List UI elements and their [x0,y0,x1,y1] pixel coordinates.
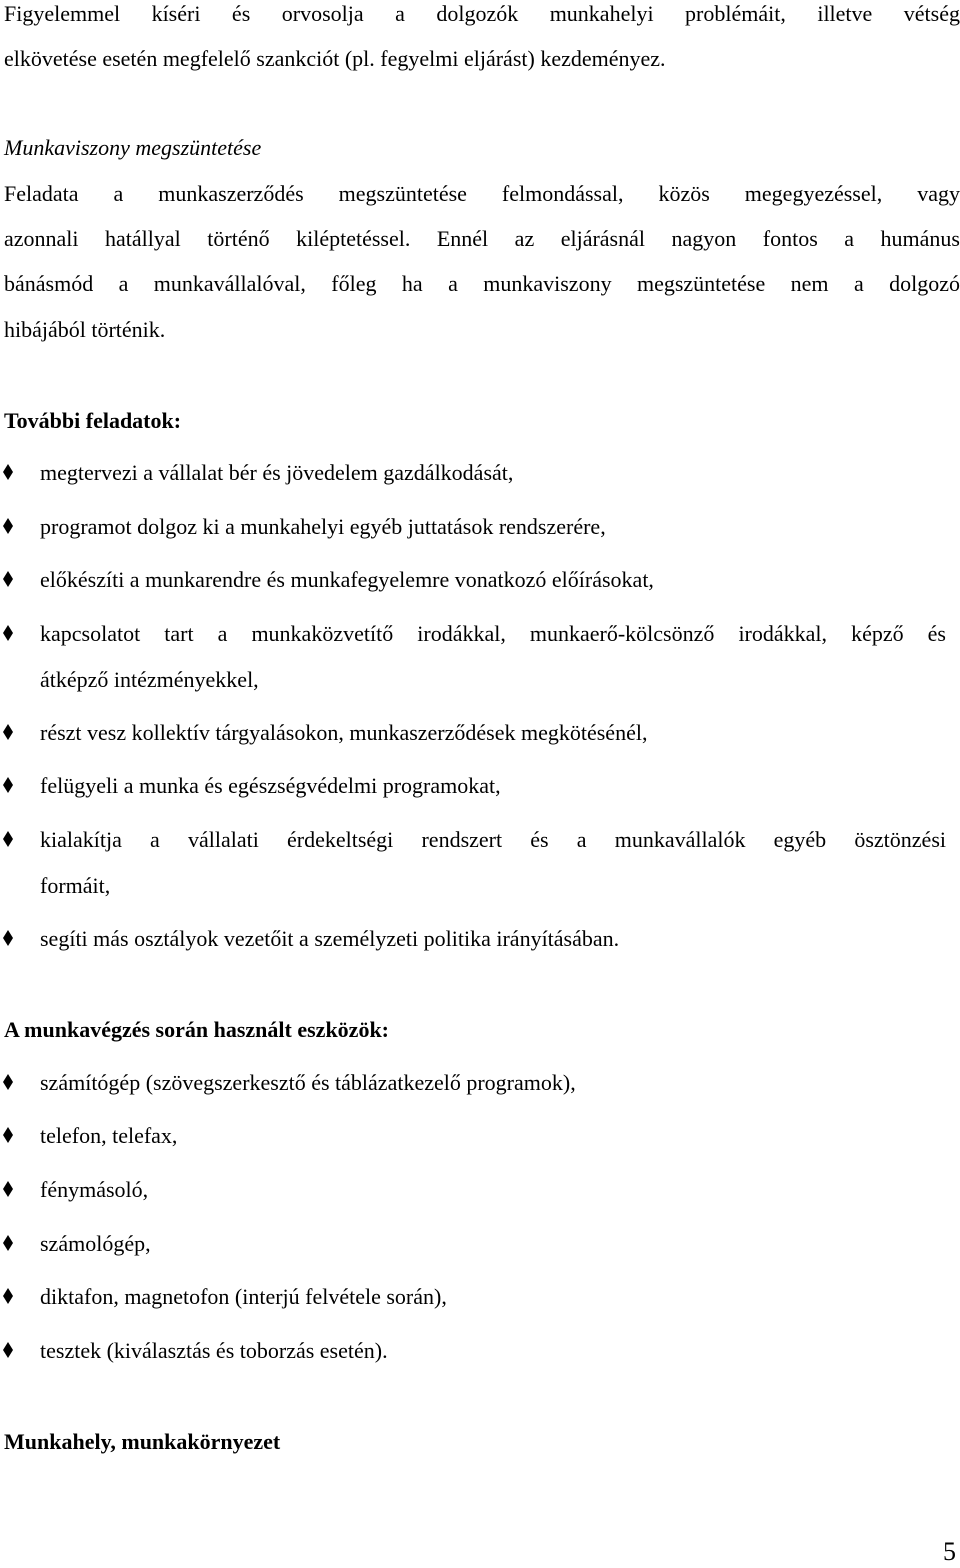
diamond-bullet-icon [0,773,16,797]
list-item: előkészíti a munkarendre és munkafegyelemre vonatkozó előírásokat, [40,567,654,592]
diamond-bullet-icon [0,827,16,851]
list-item: kialakítja a vállalati érdekeltségi rendszert és a munkavállalók egyéb ösztönzési [40,827,946,852]
diamond-bullet-icon [0,1070,16,1094]
list-item: számológép, [40,1231,151,1256]
diamond-bullet-icon [0,1123,16,1147]
list-item: kapcsolatot tart a munkaközvetítő irodákkal, munkaerő-kölcsönző irodákkal, képző és [40,621,946,646]
tools-heading: A munkavégzés során használt eszközök: [4,1017,390,1042]
diamond-bullet-icon [0,720,16,744]
list-item: tesztek (kiválasztás és toborzás esetén). [40,1338,388,1363]
list-item-continuation: átképző intézményekkel, [40,667,259,692]
diamond-bullet-icon [0,1338,16,1362]
intro-line-2: elkövetése esetén megfelelő szankciót (pl. fegyelmi eljárást) kezdeményez. [4,46,666,71]
diamond-bullet-icon [0,926,16,950]
intro-line-1: Figyelemmel kíséri és orvosolja a dolgozók munkahelyi problémáit, illetve vétség [4,1,960,26]
termination-line-3: bánásmód a munkavállalóval, főleg ha a munkaviszony megszüntetése nem a dolgozó [4,271,960,296]
list-item: felügyeli a munka és egészségvédelmi programokat, [40,773,501,798]
diamond-bullet-icon [0,567,16,591]
list-item: diktafon, magnetofon (interjú felvétele során), [40,1284,447,1309]
termination-line-1: Feladata a munkaszerződés megszüntetése felmondással, közös megegyezéssel, vagy [4,181,960,206]
list-item: megtervezi a vállalat bér és jövedelem gazdálkodását, [40,460,514,485]
list-item: programot dolgoz ki a munkahelyi egyéb juttatások rendszerére, [40,514,606,539]
list-item: fénymásoló, [40,1177,149,1202]
further-tasks-heading: További feladatok: [4,408,182,433]
termination-line-2: azonnali hatállyal történő kiléptetéssel. Ennél az eljárásnál nagyon fontos a humánus [4,226,960,251]
list-item: számítógép (szövegszerkesztő és táblázatkezelő programok), [40,1070,576,1095]
list-item: telefon, telefax, [40,1123,178,1148]
diamond-bullet-icon [0,1177,16,1201]
termination-heading: Munkaviszony megszüntetése [4,135,262,160]
termination-line-4: hibájából történik. [4,317,166,342]
diamond-bullet-icon [0,460,16,484]
workplace-heading: Munkahely, munkakörnyezet [4,1429,281,1454]
page-number: 5 [943,1537,956,1566]
list-item: részt vesz kollektív tárgyalásokon, munkaszerződések megkötésénél, [40,720,648,745]
diamond-bullet-icon [0,514,16,538]
list-item: segíti más osztályok vezetőit a személyzeti politika irányításában. [40,926,620,951]
diamond-bullet-icon [0,621,16,645]
diamond-bullet-icon [0,1231,16,1255]
list-item-continuation: formáit, [40,873,111,898]
diamond-bullet-icon [0,1284,16,1308]
